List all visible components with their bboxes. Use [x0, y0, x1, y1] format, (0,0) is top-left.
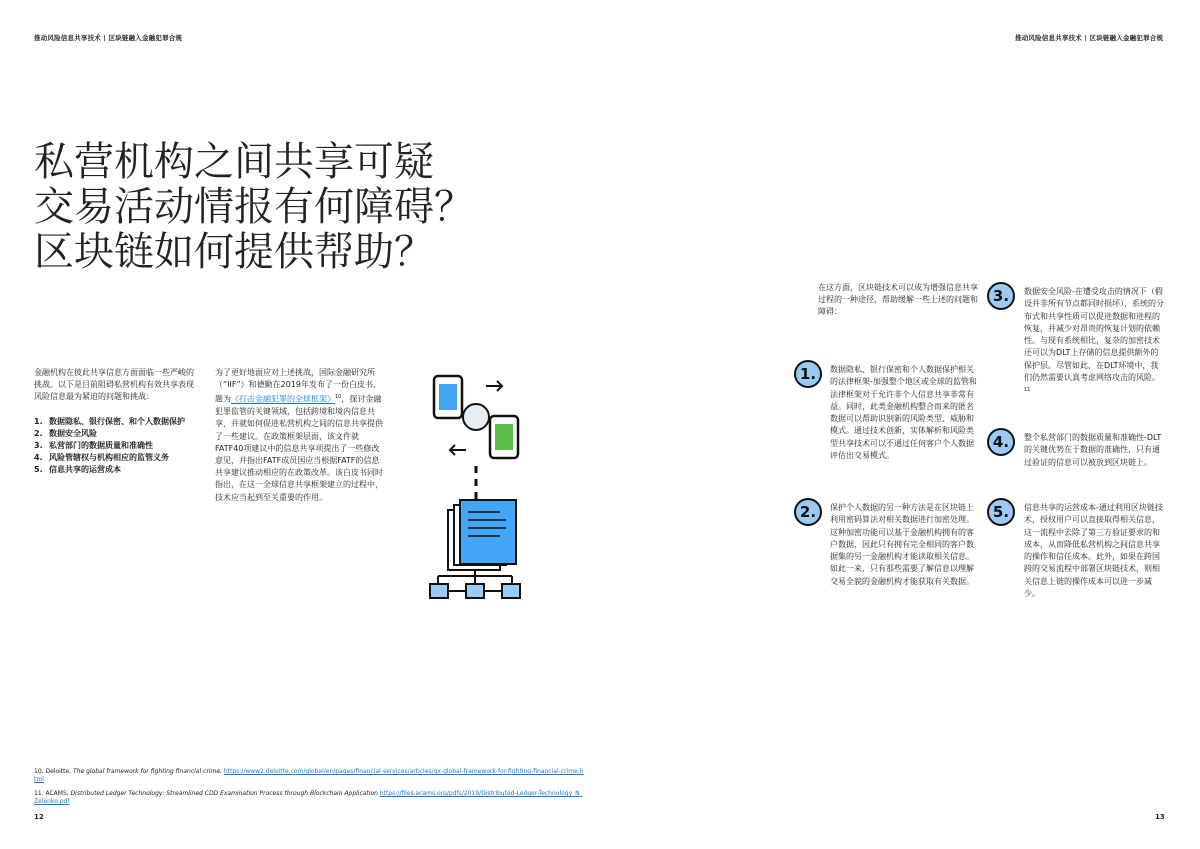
page-header-left: 推动风险信息共享技术 | 区块链融入金融犯罪合规 — [34, 34, 183, 42]
phone-icon — [434, 376, 462, 418]
intro-column — [34, 367, 194, 477]
item-5-text: 信息共享的运营成本-通过利用区块链技术，授权用户可以直接取得相关信息，这一流程中去除了第三方验证要求的和成本，从而降低私营机构之间信息共享的操作和信任成本。此外，如果在跨国跨的交易流程中部署区块链技术，则相关信息上链的操作成本可以进一步减少。 — [1024, 503, 1163, 599]
badge-number: 2. — [794, 498, 822, 526]
page-number-left: 12 — [34, 813, 44, 821]
right-intro: 在这方面，区块链技术可以成为增强信息共享过程的一种途径，帮助缓解一些上述的问题和障碍： — [818, 283, 978, 317]
item-3-text: 数据安全风险-在遭受攻击的情况下（假设并非所有节点都同时损坏），系统的分布式和共享性质可以促进数据和进程的恢复，并减少对昂贵的恢复计划的依赖性。与现有系统相比，复杂的加密技术还可以为DLT上存储的信息提供额外的保护层。尽管如此，在DLT环境中，我们仍然需要认真考虑网络攻击的风险。$^{11}$ — [1024, 287, 1164, 394]
page-number-right: 13 — [1155, 813, 1165, 821]
sync-circle-icon — [463, 404, 489, 430]
intro-text: 金融机构在彼此共享信息方面面临一些严峻的挑战。以下是目前阻碍私营机构有效共享表现风险信息最为紧迫的问题和挑战： — [34, 368, 194, 402]
title-line-3: 区块链如何提供帮助？ — [34, 229, 434, 275]
badge-number: 1. — [794, 360, 822, 388]
whitepaper-link[interactable]: 《打击金融犯罪的全球框架》 — [231, 395, 335, 405]
list-item: 5. 信息共享的运营成本 — [34, 465, 121, 475]
middle-column — [215, 367, 383, 504]
footnote-link[interactable]: https://www2.deloitte.com/global/en/pages/financial-services/articles/gx-global-framework-for-fighting-financial-crime.html — [34, 768, 584, 783]
footnote: 10. Deloitte, The global framework for fighting financial crime, https://www2.deloitte.com/global/en/pages/financial-services/articles/gx-global-framework-for-fighting-financial-crime.html — [34, 768, 584, 783]
badge-number: 4. — [987, 428, 1015, 456]
document-stack-icon — [448, 500, 516, 570]
footnote: 11. ACAMS, Distributed Ledger Technology: Streamlined CDD Examination Process through Blockchain Application https://files.acams.org/pdfs/2019/Distributed-Ledger-Technology_N_Zelenko.pdf — [34, 790, 583, 805]
badge-number: 5. — [987, 498, 1015, 526]
challenge-list — [34, 416, 194, 477]
item-2-text: 保护个人数据的另一种方法是在区块链上利用密码算法对相关数据进行加密处理。这种加密功能可以基于金融机构拥有的客户数据，因此只有拥有完全相同的客户数据集的另一金融机构才能读取相关信息。如此一来，只有那些需要了解信息以理解交易全貌的金融机构才能获取有关数据。 — [830, 503, 974, 586]
chain-blocks-icon — [430, 570, 520, 598]
list-item: 1. 数据隐私、银行保密、和个人数据保护 — [34, 416, 185, 426]
item-4-text: 整个私营部门的数据质量和准确性-DLT的关键优势在于数据的准确性，只有通过验证的信息可以被放到区块链上。 — [1024, 433, 1162, 467]
footnote-link[interactable]: https://files.acams.org/pdfs/2019/Distributed-Ledger-Technology_N_Zelenko.pdf — [34, 790, 583, 805]
item-1-text: 数据隐私、银行保密和个人数据保护相关的法律框架-加强整个地区或全球的监管和法律框架对于允许非个人信息共享非常有益。同时，此类金融机构整合而来的匿名数据可以帮助识别新的风险类型、威胁和模式。通过技术创新，实体解析和风险类型共享技术可以不通过任何客户个人数据评估出交易模式。 — [830, 365, 977, 461]
middle-text: 为了更好地面应对上述挑战，国际金融研究所（“IIF”）和德勤在2019年发布了一份白皮书，题为《打击金融犯罪的全球框架》$^{10}$，探讨金融犯罪监管的关键领域，包括跨境和境内信息共享，并就如何促进私营机构之间的信息共享提供了一些建议。在政策框架层面，该文件就FATF40项建议中的信息共享项提出了一些修改意见，并指出FATF成员国应当根据FATF的信息共享建议推动相应的在政策改革。该白皮书同时指出，在这一全球信息共享框架建立的过程中，技术应当起到至关重要的作用。 — [215, 368, 383, 502]
title-line-1: 私营机构之间共享可疑 — [34, 139, 434, 185]
page-title — [34, 140, 474, 275]
page-header-right: 推动风险信息共享技术 | 区块链融入金融犯罪合规 — [1015, 34, 1164, 42]
list-item: 2. 数据安全风险 — [34, 428, 97, 438]
title-line-2: 交易活动情报有何障碍？ — [34, 184, 474, 230]
badge-number: 3. — [987, 282, 1015, 310]
list-item: 4. 风险管辖权与机构相应的监管义务 — [34, 453, 169, 463]
blockchain-sharing-illustration — [420, 372, 530, 607]
phone-icon — [490, 416, 518, 458]
list-item: 3. 私营部门的数据质量和准确性 — [34, 441, 153, 451]
